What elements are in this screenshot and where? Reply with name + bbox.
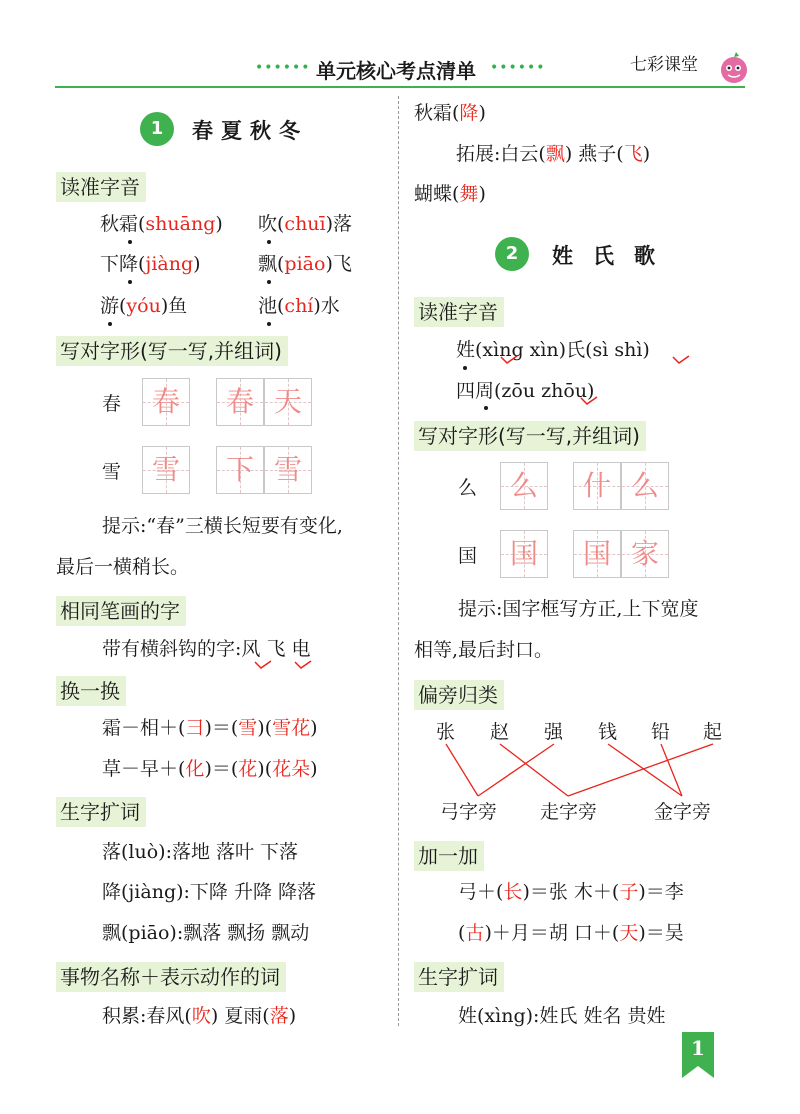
radical-category: 金字旁 <box>654 801 712 823</box>
l1-swap-line2: 草－早＋(化)＝(花)(花朵) <box>102 758 318 780</box>
header <box>0 0 800 95</box>
l1-pinyin-row1a: 秋霜(shuāng) <box>100 213 223 235</box>
header-rule <box>55 86 745 88</box>
brand-name: 七彩课堂 <box>630 55 698 75</box>
stress-dot <box>267 240 271 244</box>
l1-vocab-line3: 飘(piāo):飘落 飘扬 飘动 <box>102 922 310 944</box>
stress-dot <box>267 322 271 326</box>
radical-char: 钱 <box>598 721 618 743</box>
radical-char: 起 <box>703 721 723 743</box>
l1-section-strokes: 相同笔画的字 <box>56 596 186 626</box>
writing-cell: 国 <box>573 530 621 578</box>
l1-vocab-line1: 落(luò):落地 落叶 下落 <box>102 841 299 863</box>
stress-dot <box>484 406 488 410</box>
radical-char: 铅 <box>651 721 671 743</box>
l1-section-names-actions: 事物名称＋表示动作的词 <box>56 962 286 992</box>
writing-cell: 天 <box>264 378 312 426</box>
radical-char: 赵 <box>490 721 510 743</box>
mascot-icon <box>716 50 752 86</box>
l1-pinyin-row3a: 游(yóu)鱼 <box>100 295 188 317</box>
l1-section-swap: 换一换 <box>56 676 126 706</box>
stress-dot <box>463 366 467 370</box>
l2-section-addition: 加一加 <box>414 841 484 871</box>
writing-cell: 什 <box>573 462 621 510</box>
l2-writing-label-1: 么 <box>458 477 478 499</box>
radical-char: 强 <box>544 721 564 743</box>
l2-addition-line1: 弓＋(长)＝张 木＋(子)＝李 <box>458 881 684 903</box>
radical-category: 走字旁 <box>540 801 598 823</box>
r-cont-line3: 蝴蝶(舞) <box>414 183 486 205</box>
radical-matching-lines <box>400 740 740 800</box>
l1-section-pronunciation: 读准字音 <box>56 172 146 202</box>
radical-char: 张 <box>436 721 456 743</box>
page-number: 1 <box>691 1036 705 1060</box>
l1-writing-label-2: 雪 <box>102 461 122 483</box>
writing-cell: 雪 <box>264 446 312 494</box>
header-dots-right: •••••• <box>490 60 546 76</box>
l1-strokes-text: 带有横斜钩的字:风 飞 电 <box>102 638 311 660</box>
header-title: 单元核心考点清单 <box>316 59 476 83</box>
l1-names-actions-line1: 积累:春风(吹) 夏雨(落) <box>102 1005 297 1027</box>
writing-cell: 春 <box>216 378 264 426</box>
lesson2-title: 姓氏歌 <box>552 243 675 268</box>
check-mark-icon <box>294 660 312 670</box>
l2-pinyin-line1: 姓(xìng xìn)氏(sì shì) <box>456 339 650 361</box>
check-mark-icon <box>254 660 272 670</box>
writing-cell: 春 <box>142 378 190 426</box>
stress-dot <box>108 322 112 326</box>
l2-vocab-line1: 姓(xìng):姓氏 姓名 贵姓 <box>458 1005 666 1027</box>
writing-cell: 么 <box>621 462 669 510</box>
header-dots-left: •••••• <box>255 60 311 76</box>
l1-vocab-line2: 降(jiàng):下降 升降 降落 <box>102 881 317 903</box>
l1-pinyin-row3b: 池(chí)水 <box>258 295 340 317</box>
l1-section-vocab: 生字扩词 <box>56 797 146 827</box>
l1-writing-tip-line2: 最后一横稍长。 <box>56 556 190 578</box>
l1-pinyin-row2b: 飘(piāo)飞 <box>258 253 352 275</box>
stress-dot <box>128 280 132 284</box>
writing-cell: 下 <box>216 446 264 494</box>
l2-pinyin-line2: 四周(zōu zhōu) <box>456 380 595 402</box>
l1-writing-tip-line1: 提示:“春”三横长短要有变化, <box>102 515 343 537</box>
l1-swap-line1: 霜－相＋(彐)＝(雪)(雪花) <box>102 717 318 739</box>
writing-cell: 么 <box>500 462 548 510</box>
check-mark-icon <box>500 355 518 365</box>
l1-pinyin-row2a: 下降(jiàng) <box>100 253 201 275</box>
column-divider <box>398 96 399 1026</box>
l1-section-writing: 写对字形(写一写,并组词) <box>56 336 288 366</box>
stress-dot <box>267 280 271 284</box>
r-cont-line1: 秋霜(降) <box>414 102 486 124</box>
l1-pinyin-row1b: 吹(chuī)落 <box>258 213 353 235</box>
check-mark-icon <box>672 355 690 365</box>
writing-cell: 国 <box>500 530 548 578</box>
l1-writing-label-1: 春 <box>102 393 122 415</box>
radical-category: 弓字旁 <box>440 801 498 823</box>
l2-addition-line2: (古)＋月＝胡 口＋(天)＝吴 <box>458 922 684 944</box>
r-cont-line2: 拓展:白云(飘) 燕子(飞) <box>456 143 651 165</box>
l2-section-writing: 写对字形(写一写,并组词) <box>414 421 646 451</box>
lesson2-number-badge: 2 <box>495 237 529 271</box>
l2-writing-label-2: 国 <box>458 545 478 567</box>
l2-writing-tip-line1: 提示:国字框写方正,上下宽度 <box>458 598 699 620</box>
l2-section-pronunciation: 读准字音 <box>414 297 504 327</box>
check-mark-icon <box>580 396 598 406</box>
l2-section-vocab: 生字扩词 <box>414 962 504 992</box>
writing-cell: 雪 <box>142 446 190 494</box>
writing-cell: 家 <box>621 530 669 578</box>
lesson1-number-badge: 1 <box>140 112 174 146</box>
lesson1-title: 春夏秋冬 <box>192 118 308 143</box>
stress-dot <box>128 240 132 244</box>
l2-writing-tip-line2: 相等,最后封口。 <box>414 639 554 661</box>
l2-section-radicals: 偏旁归类 <box>414 680 504 710</box>
